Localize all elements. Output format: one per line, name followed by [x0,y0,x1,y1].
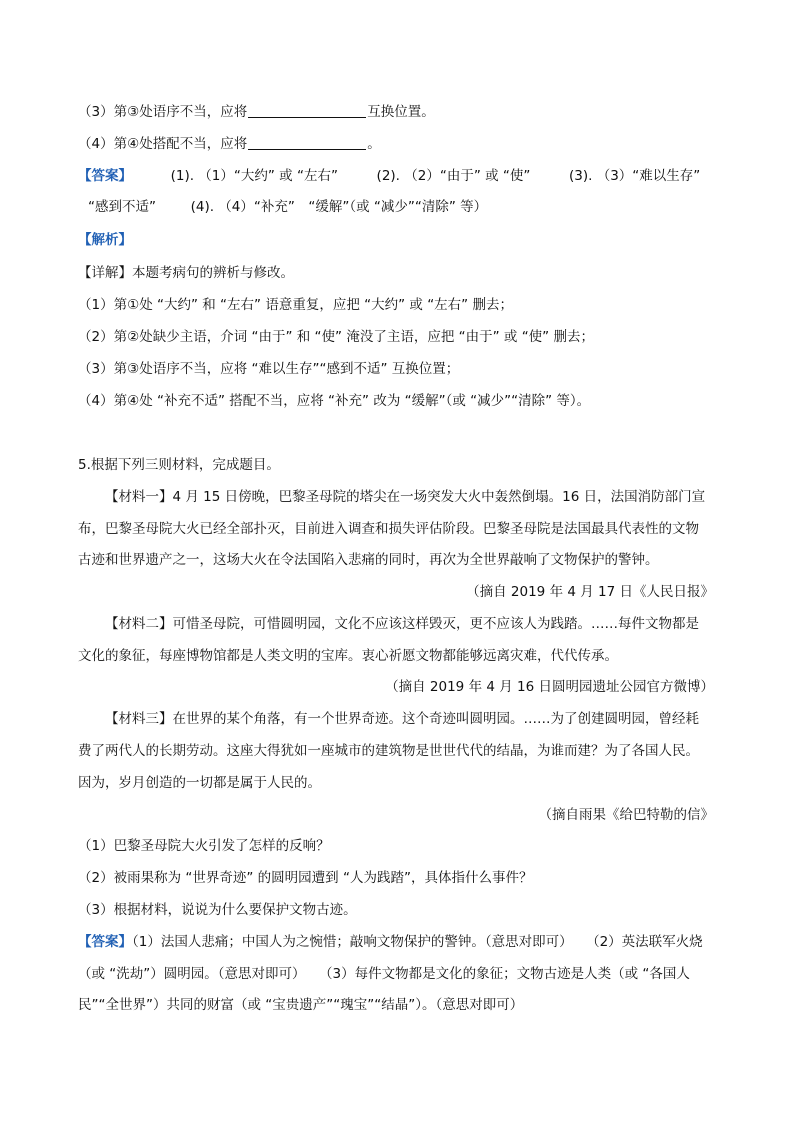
analysis-label: 【解析】 [78,232,132,248]
material-2-line: 文化的象征，每座博物馆都是人类文明的宝库。衷心祈愿文物都能够远离灾难，代代传承。 [78,648,618,664]
analysis-item: （3）第③处语序不当，应将 “难以生存”“感到不适” 互换位置； [78,361,460,377]
q4-answer-line-1: 【答案】 (1). （1）“大约” 或 “左右” (2). （2）“由于” 或 “使” (3). （3）“难以生存” [78,168,701,184]
q4-sub3: （3）第③处语序不当，应将 互换位置。 [78,104,435,120]
material-3-line: 因为，岁月创造的一切都是属于人民的。 [78,775,321,791]
q4-sub4: （4）第④处搭配不当，应将 。 [78,136,381,152]
q5-answer-line-2: （或 “洗劫”）圆明园。（意思对即可） （3）每件文物都是文化的象征；文物古迹是人类（或 “各国人 [78,966,690,982]
answer-label: 【答案】 [78,168,132,184]
analysis-item: （1）第①处 “大约” 和 “左右” 语意重复，应把 “大约” 或 “左右” 删去； [78,297,513,313]
q5-answer-line-3: 民”“全世界”）共同的财富（或 “宝贵遗产”“瑰宝”“结晶”）。（意思对即可） [78,997,524,1013]
answer-label: 【答案】 [78,934,132,950]
q5-stem: 5.根据下列三则材料，完成题目。 [78,457,280,473]
material-3-source: （摘自雨果《给巴特勒的信》 [538,807,714,823]
analysis-item: （4）第④处 “补充不适” 搭配不当，应将 “补充” 改为 “缓解”（或 “减少”“清除” 等）。 [78,393,591,409]
question-item: （1）巴黎圣母院大火引发了怎样的反响？ [78,838,330,854]
question-item: （3）根据材料，说说为什么要保护文物古迹。 [78,902,357,918]
material-1-line: 【材料一】4 月 15 日傍晚，巴黎圣母院的塔尖在一场突发大火中轰然倒塌。16 日，法国消防部门宣 [105,489,706,505]
material-1-line: 布，巴黎圣母院大火已经全部扑灭，目前进入调查和损失评估阶段。巴黎圣母院是法国最具代表性的文物 [78,521,699,537]
q5-answer-line-1: 【答案】（1）法国人悲痛；中国人为之惋惜；敲响文物保护的警钟。（意思对即可） （2）英法联军火烧 [78,934,703,950]
analysis-item: （2）第②处缺少主语，介词 “由于” 和 “使” 淹没了主语，应把 “由于” 或 “使” 删去； [78,329,594,345]
material-1-source: （摘自 2019 年 4 月 17 日《人民日报》 [466,584,714,600]
answer-blank [248,136,366,150]
material-2-line: 【材料二】可惜圣母院，可惜圆明园，文化不应该这样毁灭，更不应该人为践踏。……每件文物都是 [105,616,699,632]
material-3-line: 【材料三】在世界的某个角落，有一个世界奇迹。这个奇迹叫圆明园。……为了创建圆明园，曾经耗 [105,711,699,727]
answer-blank [248,104,366,118]
material-2-source: （摘自 2019 年 4 月 16 日圆明园遗址公园官方微博） [385,679,714,695]
material-3-line: 费了两代人的长期劳动。这座大得犹如一座城市的建筑物是世世代代的结晶，为谁而建？为了各国人民。 [78,743,699,759]
q4-answer-line-2: “感到不适” (4). （4）“补充” “缓解”（或 “减少”“清除” 等） [88,199,488,215]
material-1-line: 古迹和世界遗产之一，这场大火在令法国陷入悲痛的同时，再次为全世界敲响了文物保护的警钟。 [78,552,659,568]
detail-line: 【详解】本题考病句的辨析与修改。 [78,265,294,281]
question-item: （2）被雨果称为 “世界奇迹” 的圆明园遭到 “人为践踏”，具体指什么事件？ [78,870,533,886]
